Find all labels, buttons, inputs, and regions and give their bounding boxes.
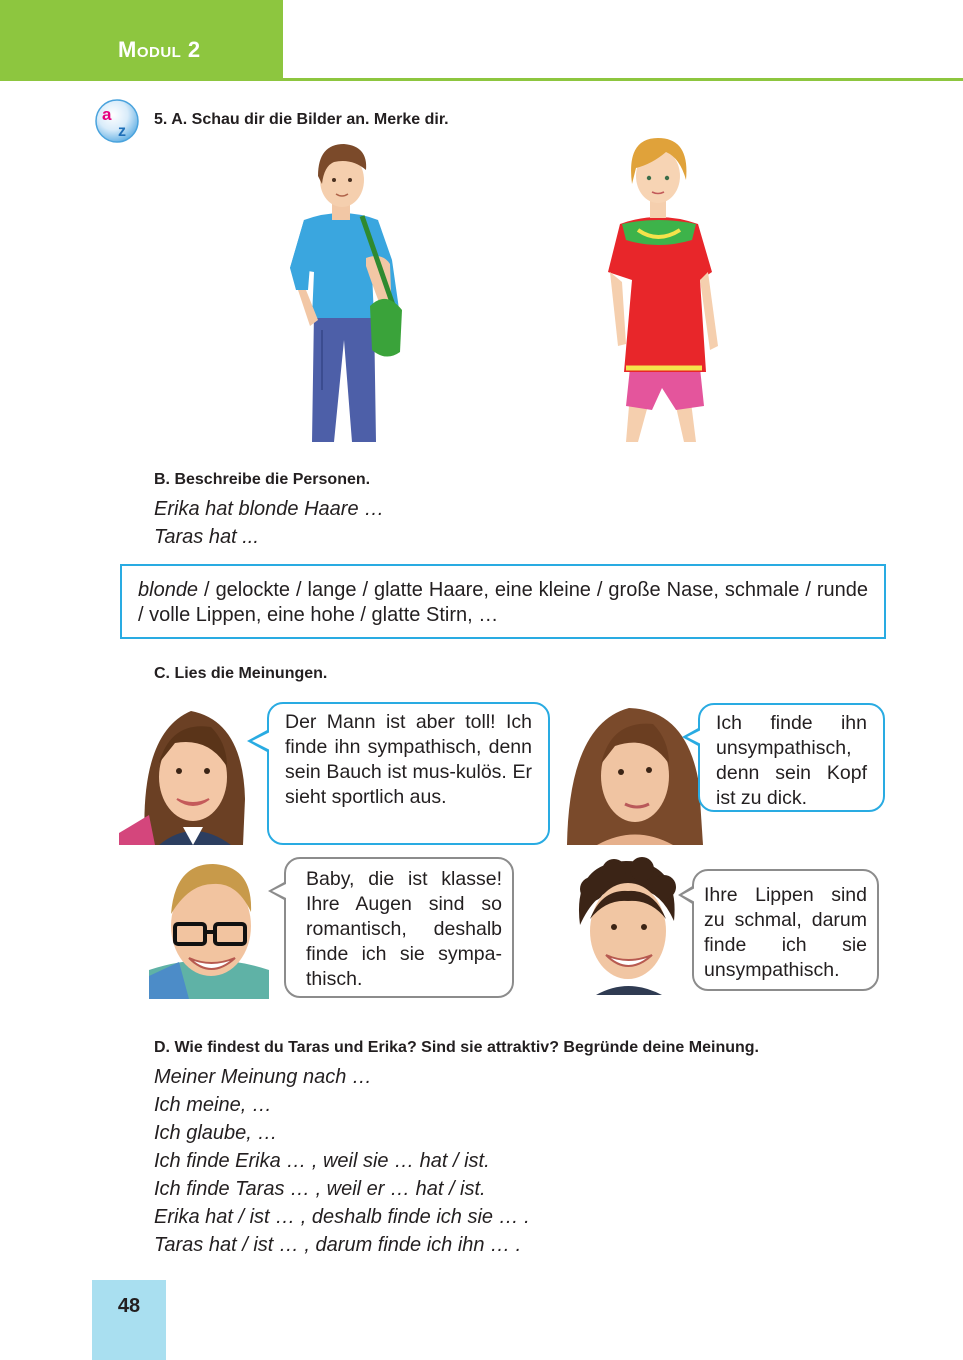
vocabulary-first-word: blonde — [138, 579, 199, 601]
speech-bubble-4 — [692, 869, 879, 991]
opinion-2-text: Ich finde ihn unsympathisch, denn sein Kopf ist zu dick. — [716, 712, 867, 809]
task-c-heading: C. Lies die Meinungen. — [154, 665, 328, 682]
opinion-3-text: Baby, die ist klasse! Ihre Augen sind so romantisch, deshalb finde ich sie sympa-thisch. — [306, 868, 502, 990]
photo-girl-long-hair — [563, 704, 703, 845]
page-number: 48 — [117, 1295, 141, 1317]
vocabulary-box — [120, 564, 886, 639]
speech-bubble-tail-inner — [682, 888, 695, 902]
photo-boy-glasses — [149, 858, 269, 999]
speech-bubble-tail-inner — [252, 732, 270, 750]
speech-bubble-3 — [284, 857, 514, 998]
svg-text:z: z — [118, 123, 126, 140]
d-phrase-3: Ich glaube, … — [154, 1122, 278, 1144]
taras-illustration — [282, 140, 410, 444]
page-number-box — [92, 1280, 166, 1360]
vocabulary-list: / gelockte / lange / glatte Haare, eine kleine / große Nase, schmale / runde / volle Lippen, eine hohe / glatte Stirn, … — [138, 579, 868, 626]
b-example-2: Taras hat ... — [154, 526, 259, 548]
task-d-heading: D. Wie findest du Taras und Erika? Sind sie attraktiv? Begründe deine Meinung. — [154, 1039, 759, 1056]
header-rule — [283, 78, 963, 81]
d-phrase-1: Meiner Meinung nach … — [154, 1066, 372, 1088]
d-phrase-5: Ich finde Taras … , weil er … hat / ist. — [154, 1178, 486, 1200]
task-a-heading: 5. A. Schau dir die Bilder an. Merke dir. — [154, 111, 449, 128]
erika-illustration — [596, 132, 722, 444]
speech-bubble-1 — [267, 702, 550, 845]
d-phrase-6: Erika hat / ist … , deshalb finde ich sie … . — [154, 1206, 530, 1228]
opinion-1-text: Der Mann ist aber toll! Ich finde ihn sympathisch, denn sein Bauch ist mus-kulös. Er sieht sportlich aus. — [285, 711, 532, 808]
speech-bubble-tail-inner — [687, 730, 701, 744]
svg-text:a: a — [102, 105, 112, 124]
task-b-heading: B. Beschreibe die Personen. — [154, 471, 371, 488]
d-phrase-2: Ich meine, … — [154, 1094, 272, 1116]
speech-bubble-tail-inner — [272, 884, 286, 898]
b-example-1: Erika hat blonde Haare … — [154, 498, 385, 520]
speech-bubble-2 — [698, 703, 885, 812]
module-title: Modul 2 — [118, 37, 201, 62]
d-phrase-4: Ich finde Erika … , weil sie … hat / ist. — [154, 1150, 490, 1172]
photo-girl-smiling — [119, 703, 259, 845]
d-phrase-7: Taras hat / ist … , darum finde ich ihn … . — [154, 1234, 522, 1256]
photo-boy-curly-hair — [562, 855, 694, 995]
opinion-4-text: Ihre Lippen sind zu schmal, darum finde ich sie unsympathisch. — [704, 884, 867, 981]
a-z-vocabulary-icon — [93, 98, 141, 144]
